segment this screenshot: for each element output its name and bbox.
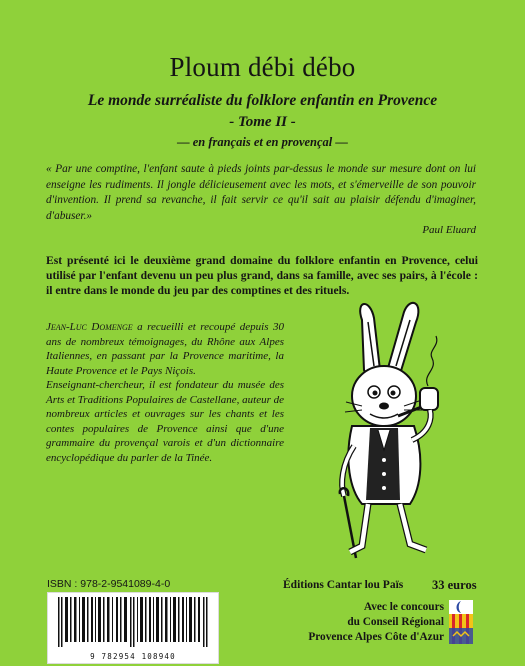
isbn-label: ISBN : 978-2-9541089-4-0 <box>47 578 171 590</box>
support-line-2: du Conseil Régional <box>347 616 444 628</box>
epigraph-quote: « Par une comptine, l'enfant saute à pieds joints par-dessus le monde sur mesure dont on lui enseigne les rudiments. Il jongle délicieusement avec les mots, et s'émerveille de son pouvoir d'invention. Il prend sa revanche, il fait servir ce qu'il sait au plaisir défendu d'imaginer, d'abuser.» <box>46 163 476 222</box>
barcode <box>47 592 219 664</box>
support-credit <box>258 600 444 645</box>
epigraph-author: Paul Eluard <box>422 224 476 236</box>
author-name: Jean-Luc Domenge <box>46 321 133 333</box>
book-volume: - Tome II - <box>229 114 296 130</box>
author-bio-part1: a recueilli et recoupé depuis 30 ans de nombreux témoignages, du Rhône aux Alpes Italiennes, en passant par la Provence maritime, la Haute Provence et le Pays Niçois. <box>46 321 284 377</box>
book-subtitle: Le monde surréaliste du folklore enfantin en Provence <box>87 92 438 109</box>
support-line-3: Provence Alpes Côte d'Azur <box>308 631 444 643</box>
rabbit-illustration <box>300 300 480 565</box>
book-title: Ploum débi débo <box>169 52 356 82</box>
barcode-bars <box>58 597 208 647</box>
author-bio <box>46 320 284 465</box>
region-crest-logo <box>449 600 473 644</box>
book-languages: — en français et en provençal — <box>177 135 348 149</box>
price: 33 euros <box>432 578 477 592</box>
support-line-1: Avec le concours <box>363 601 444 613</box>
book-presentation: Est présenté ici le deuxième grand domaine du folklore enfantin en Provence, celui utilisé par l'enfant devenu un peu plus grand, dans sa famille, avec ses pairs, à l'école : il entre dans le monde du jeu par des comptines et des rituels. <box>46 254 478 297</box>
publisher-name: Éditions Cantar lou Païs <box>283 579 404 591</box>
barcode-digits: 9 782954 108940 <box>90 652 176 661</box>
author-bio-part2: Enseignant-chercheur, il est fondateur du musée des Arts et Traditions Populaires de Castellane, auteur de nombreux articles et ouvrages sur les chants et les contes populaires de Provence ainsi que d'une grammaire du provençal varois et d'un dictionnaire encyclopédique du parler de la Tinée. <box>46 379 284 464</box>
